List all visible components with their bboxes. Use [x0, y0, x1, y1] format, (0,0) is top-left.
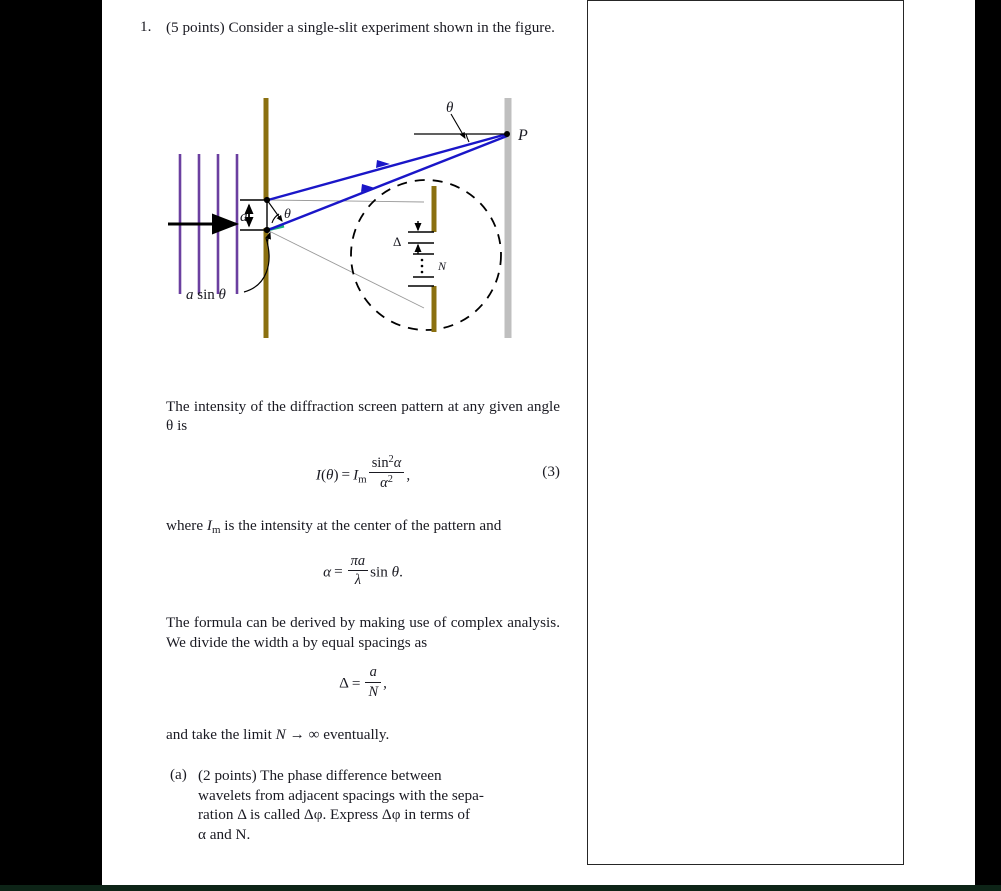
eq-alpha-factor: sin [370, 563, 388, 581]
left-margin [0, 0, 102, 885]
eq3-denominator: α [380, 475, 388, 492]
subpart-a-label: (a) [170, 766, 187, 784]
problem-number: 1. [140, 18, 152, 35]
eq-delta-denominator: N [368, 683, 379, 700]
figure-bottom-gap [166, 375, 560, 397]
inset-n-label: N [438, 258, 447, 273]
equation-3: $I(\theta) = I_m$ $\frac{\sin^2\alpha}{\alpha^2}$ , (3) [315, 453, 560, 492]
slit-width-label: a [240, 208, 248, 225]
subpart-a-line-4: α and N. [198, 825, 251, 843]
limit-symbol: N [275, 725, 286, 743]
eq-delta-fraction [365, 665, 381, 701]
point-p-label: P [518, 126, 528, 144]
problem-text: Consider a single-slit experiment shown in the figure. [228, 19, 555, 36]
limit-paragraph [166, 725, 560, 745]
subpart-gap [166, 744, 560, 766]
subpart-a-line-3: ration Δ is called Δφ. Express Δφ in terms of [198, 806, 471, 824]
slit-bottom-dot [264, 226, 270, 232]
derivation-paragraph: The formula can be derived by making use of complex analysis. We divide the width a by equal spacings as [166, 614, 560, 651]
eq3-denominator-exponent: 2 [387, 474, 393, 486]
problem-points: (5 points) [166, 19, 225, 36]
right-margin [975, 0, 1001, 885]
limit-text-2: eventually. [323, 725, 390, 743]
eq3-coefficient-sub: m [358, 473, 367, 486]
eq-delta-gap-top [166, 652, 560, 661]
page-sheet [102, 0, 975, 885]
eq-alpha-period: . [399, 563, 403, 581]
eq3-numerator-exponent: 2 [388, 453, 394, 465]
screen-angle-arc [466, 134, 469, 142]
subpart-a-line-2: wavelets from adjacent spacings with the sepa- [198, 786, 484, 804]
where-text-1: where [166, 517, 204, 535]
eq3-numerator: sin [371, 454, 389, 471]
limit-arrow: → [289, 725, 305, 743]
eq-alpha-lhs: α [323, 563, 332, 581]
eq3-fraction [369, 454, 405, 493]
eq3-lhs-arg: θ [326, 466, 334, 484]
eq3-numerator-arg: α [393, 454, 402, 471]
inset-ellipsis [421, 258, 424, 273]
equation-delta [166, 661, 560, 703]
figure-top-gap [166, 38, 560, 90]
eq-delta-lhs: Δ [339, 674, 349, 692]
eq-alpha-gap-bottom [166, 591, 560, 613]
problem-item-1 [140, 18, 560, 844]
limit-infinity: ∞ [308, 725, 320, 743]
eq-alpha-gap-top [166, 541, 560, 550]
eq-delta-gap-bottom [166, 703, 560, 725]
problem-statement [166, 18, 560, 38]
inset-delta-label: Δ [393, 233, 402, 249]
limit-text-1: and take the limit [166, 725, 272, 743]
diffraction-rays [268, 134, 507, 230]
eq-alpha-equals: = [334, 563, 343, 581]
eq3-comma: , [406, 466, 411, 484]
inset-division-ticks [408, 232, 434, 286]
bottom-strip [0, 885, 1001, 891]
equation-alpha [166, 550, 560, 592]
eq-delta-numerator: a [369, 664, 377, 681]
eq-alpha-numerator: πa [350, 552, 366, 569]
where-symbol-sub: m [211, 524, 221, 537]
eq-alpha-factor-arg: θ [391, 563, 400, 581]
eq3-gap-bottom [166, 494, 560, 516]
text-column [140, 18, 560, 844]
screen-angle-label: θ [446, 99, 454, 116]
where-text-2: is the intensity at the center of the pattern and [224, 517, 502, 535]
where-symbol: I [206, 517, 212, 535]
equation-3-number: (3) [542, 462, 560, 480]
eq-alpha-denominator: λ [354, 572, 362, 589]
eq-delta-comma: , [383, 674, 387, 692]
eq3-gap-top [166, 436, 560, 450]
eq3-coefficient: I [353, 466, 359, 484]
single-slit-figure [166, 90, 586, 375]
path-difference-label: a sin θ [186, 286, 226, 303]
subpart-a [166, 766, 560, 844]
eq3-lhs-func: I [315, 466, 321, 484]
guide-lines [267, 134, 506, 308]
intensity-intro-paragraph: The intensity of the diffraction screen pattern at any given angle θ is [166, 397, 560, 434]
eq-delta-equals: = [351, 674, 361, 692]
slit-top-dot [264, 196, 270, 202]
inset-circle [351, 180, 501, 330]
slit-angle-label: θ [284, 206, 291, 222]
subpart-a-text [198, 766, 560, 844]
eq-alpha-fraction [348, 554, 368, 590]
subpart-a-points: (2 points) [198, 767, 257, 785]
side-panel [587, 0, 904, 865]
where-paragraph [166, 516, 560, 541]
subpart-a-line-1: The phase difference between [260, 767, 442, 785]
